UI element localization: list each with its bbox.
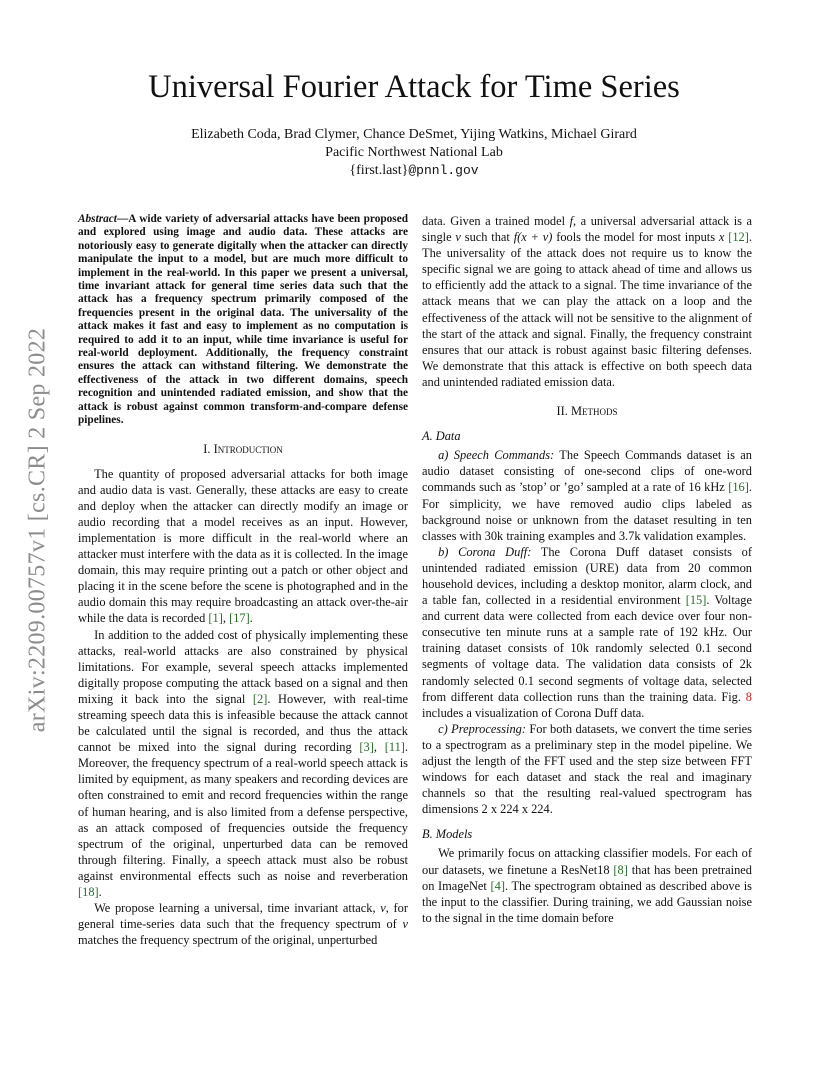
paragraph-title: a) Speech Commands: bbox=[438, 448, 555, 463]
text: . For simplicity, we have removed audio clips labeled as background noise or unknown from the dataset resulting in ten classes with 30k training examples and 3.7k validation examples. bbox=[422, 480, 752, 543]
intro-paragraph-2 bbox=[78, 627, 408, 901]
email-prefix: {first.last} bbox=[349, 163, 409, 178]
figure-link[interactable]: 8 bbox=[745, 689, 752, 704]
text: . The universality of the attack does not require us to know the specific signal we are going to attack ahead of time and allows us to efficiently add the attack to a signal. The time invariance of the attack means that we can play the attack on a loop and the effectiveness of the attack will not be sensitive to the alignment of the start of the attack and signal. Finally, the frequency constraint ensures that our attack is robust against basic filtering defenses. We demonstrate that this attack is effective on both speech data and unintended radiated emission data. bbox=[422, 230, 752, 389]
text: For both datasets, we convert the time series to a spectrogram as a preliminary step in the model pipeline. We adjust the length of the FFT used and the step size between FFT windows for each dataset and stack the real and imaginary channels so that the resulting real-valued spectrogram has dimensions 2 x 224 x 224. bbox=[422, 721, 752, 817]
math-var: v bbox=[402, 917, 408, 932]
citation-link[interactable]: [15] bbox=[685, 593, 707, 608]
corona-duff-paragraph bbox=[422, 544, 752, 721]
author-list: Elizabeth Coda, Brad Clymer, Chance DeSmet, Yijing Watkins, Michael Girard bbox=[191, 127, 637, 142]
abstract-label: Abstract bbox=[78, 213, 117, 225]
math-var: f bbox=[569, 214, 574, 228]
citation-link[interactable]: [11] bbox=[384, 740, 405, 755]
citation-link[interactable]: [4] bbox=[490, 878, 505, 893]
email-line bbox=[0, 162, 828, 180]
text: data. Given a trained model bbox=[422, 214, 570, 228]
text: includes a visualization of Corona Duff data. bbox=[422, 705, 645, 720]
intro-paragraph-1 bbox=[78, 466, 408, 627]
text: The Corona Duff dataset consists of unintended radiated emission (URE) data from 20 common household devices, including a desktop monitor, alarm clock, and a table fan, collected in a residential environment bbox=[422, 544, 752, 608]
preprocessing-paragraph bbox=[422, 721, 752, 818]
intro-p2-b: . However, with real-time streaming speech data this is infeasible because the attack cannot be calculated until the signal is recorded, and thus the attack cannot be mixed into the signal during recording bbox=[78, 691, 408, 755]
paper-title: Universal Fourier Attack for Time Series bbox=[148, 69, 680, 105]
models-paragraph bbox=[422, 845, 752, 925]
methods-heading: II. Methods bbox=[556, 404, 618, 419]
data-subheading: A. Data bbox=[422, 429, 461, 444]
intro-p2-end: . bbox=[98, 885, 102, 900]
text: such that bbox=[460, 230, 514, 245]
intro-p3-b: , for general time-series data such that the frequency spectrum of bbox=[78, 901, 408, 932]
affiliation: Pacific Northwest National Lab bbox=[325, 145, 503, 160]
citation-link[interactable]: [2] bbox=[252, 691, 268, 706]
math-var: v bbox=[455, 230, 461, 245]
text: We primarily focus on attacking classifier models. For each of our datasets, we finetune a ResNet18 bbox=[422, 846, 752, 877]
left-column bbox=[78, 213, 408, 948]
intro-p1-sep: , bbox=[222, 611, 230, 626]
text: , a universal adversarial attack is a single bbox=[422, 214, 752, 245]
citation-link[interactable]: [8] bbox=[613, 862, 628, 877]
intro-continued bbox=[422, 213, 752, 390]
abstract-text: —A wide variety of adversarial attacks have been proposed and explored using image and audio data. These attacks are notoriously easy to generate digitally when the attacker can directly manipulate the input to a model, but are much more difficult to implement in the real-world. In this paper we present a universal, time invariant attack for general time series data such that the attack has a frequency spectrum primarily composed of the frequencies present in the original data. The universality of the attack makes it fast and easy to implement as no computation is required to add it to an input, while time invariance is useful for real-world deployment. Additionally, the frequency constraint ensures the attack can withstand filtering. We demonstrate the effectiveness of the attack in two different domains, speech recognition and unintended radiated emission, and show that the attack is robust against common transform-and-compare defense pipelines. bbox=[78, 213, 408, 427]
citation-link[interactable]: [12] bbox=[728, 230, 749, 245]
models-subheading: B. Models bbox=[422, 827, 473, 842]
math-expression: f(x + v) bbox=[513, 230, 553, 245]
text: . The spectrogram obtained as described above is the input to the classifier. During training, we add Gaussian noise to the signal in the time domain before bbox=[422, 878, 753, 925]
intro-p2-c: . Moreover, the frequency spectrum of a real-world speech attack is limited by equipment, as many speakers and recording devices are often constrained to emit and record frequencies within the range of human hearing, and is also limited from a defense perspective, as an attack composed of frequencies outside the frequency spectrum of the original, unperturbed data can be removed through filtering. Finally, a speech attack must also be robust against environmental effects such as noise and reverberation bbox=[78, 740, 409, 883]
math-var: v bbox=[380, 901, 386, 916]
math-var: x bbox=[718, 230, 725, 245]
paragraph-title: c) Preprocessing: bbox=[438, 721, 526, 736]
intro-p1-text: The quantity of proposed adversarial attacks for both image and audio data is vast. Generally, these attacks are easy to create and deploy when the attacker can directly modify an image or audio recording that a model receives as an input. However, implementation is more difficult in the real-world where an attacker must interfere with the data as it is collected. In the image domain, this may require printing out a patch or other object and placing it in the scene before the scene is photographed and in the audio domain this may require broadcasting an attack over-the-air while the data is recorded bbox=[78, 466, 408, 626]
intro-p3-c: matches the frequency spectrum of the original, unperturbed bbox=[78, 933, 378, 948]
text: fools the model for most inputs bbox=[552, 230, 719, 245]
arxiv-id: arXiv:2209.00757v1 [cs.CR] 2 Sep 2022 bbox=[24, 327, 51, 733]
intro-p2-a: In addition to the added cost of physically implementing these attacks, real-world attacks are also constrained by physical limitations. For example, several speech attacks implemented digitally propose computing the attack based on a signal and then mixing it back into the signal bbox=[78, 627, 408, 706]
text: . Voltage and current data were collected from each device over four non-consecutive ten minute runs at a sample rate of 192 kHz. Our training dataset consists of 10k randomly selected 0.1 second segments of voltage data. The validation data consists of 2k randomly selected 0.1 second segments of voltage data, selected from different data collection runs than the training data. Fig. bbox=[422, 593, 752, 704]
citation-link[interactable]: [17] bbox=[229, 611, 250, 626]
citation-link[interactable]: [16] bbox=[728, 480, 749, 495]
citation-link[interactable]: [18] bbox=[78, 885, 99, 900]
citation-link[interactable]: [3] bbox=[359, 740, 374, 755]
arxiv-sidebar bbox=[16, 280, 60, 780]
paragraph-title: b) Corona Duff: bbox=[438, 544, 532, 559]
intro-p3-a: We propose learning a universal, time invariant attack, bbox=[94, 901, 381, 916]
intro-p1-end: . bbox=[249, 611, 253, 626]
citation-link[interactable]: [1] bbox=[208, 611, 223, 626]
abstract bbox=[78, 213, 408, 428]
intro-p2-sep: , bbox=[373, 740, 385, 755]
speech-commands-paragraph bbox=[422, 447, 752, 544]
intro-paragraph-3 bbox=[78, 900, 408, 948]
intro-heading: I. Introduction bbox=[203, 441, 283, 456]
text: The Speech Commands dataset is an audio dataset consisting of one-second clips of one-word commands such as ’stop’ or ’go’ sampled at a rate of 16 kHz bbox=[422, 448, 752, 495]
text: that has been pretrained on ImageNet bbox=[422, 862, 752, 893]
email-domain: @pnnl.gov bbox=[408, 163, 479, 178]
right-column bbox=[422, 213, 752, 926]
